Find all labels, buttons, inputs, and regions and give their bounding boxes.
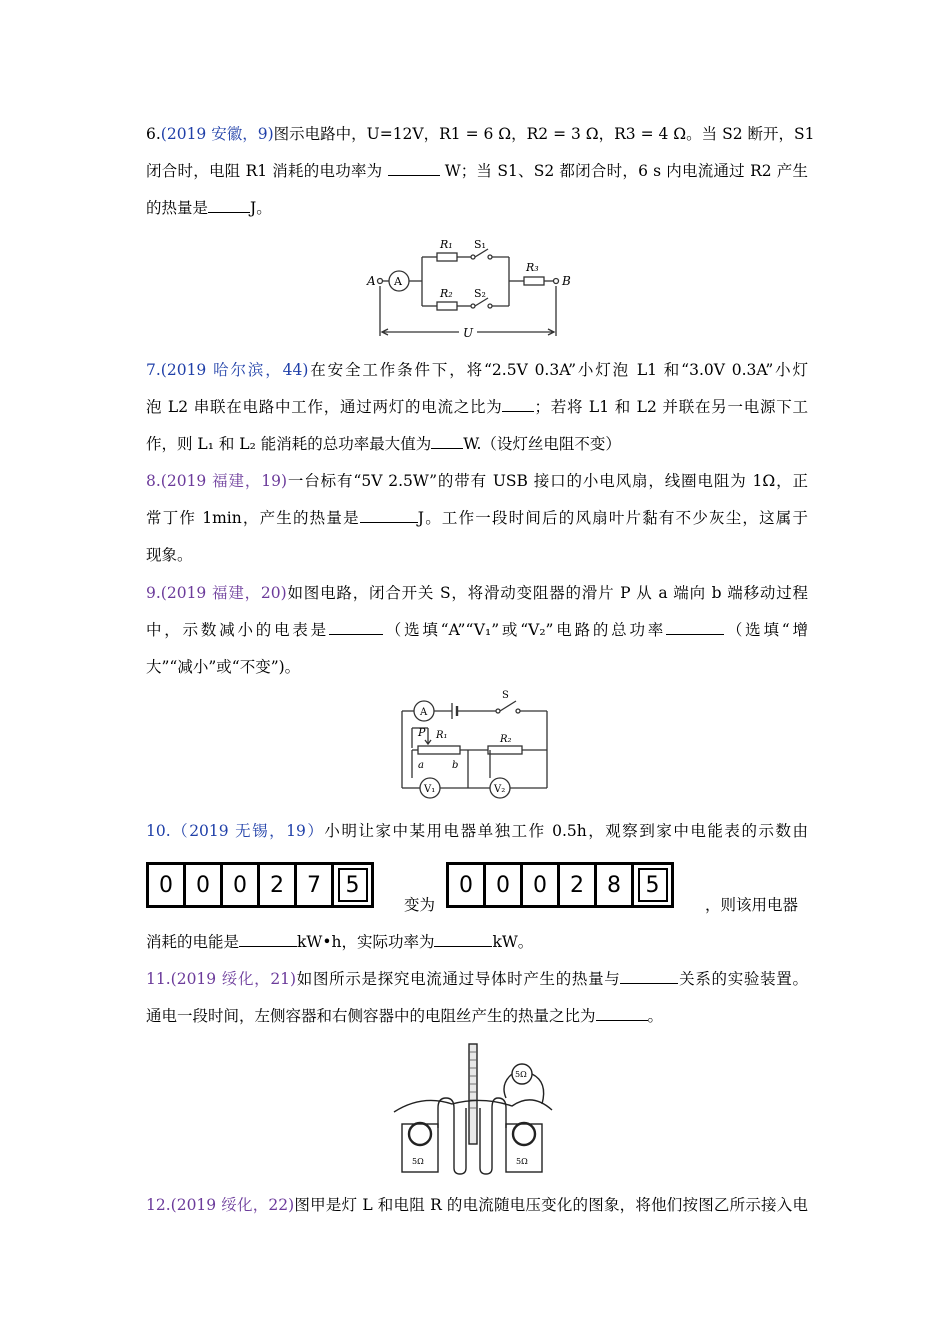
meter2-decimal-digit [634, 865, 671, 905]
q6-blank2[interactable] [208, 198, 250, 213]
q11-fig-left-resistor: 5Ω [412, 1157, 424, 1166]
q11-line2 [146, 998, 808, 1035]
q11-line1 [146, 961, 808, 998]
q9-text1: 如图电路，闭合开关 S，将滑动变阻器的滑片 P 从 a 端向 b 端移动过程 [286, 584, 808, 602]
q8-blank1[interactable] [360, 508, 418, 523]
q11-text1a: 如图所示是探究电流通过导体时产生的热量与 [296, 970, 621, 988]
q9-line2 [146, 612, 808, 649]
q8-text3: 现象。 [146, 546, 193, 564]
meter1-digit: 0 [149, 865, 186, 905]
meter2-digit: 0 [486, 865, 523, 905]
q10-line1 [146, 813, 808, 850]
q10-line3 [146, 924, 808, 961]
q8-line3 [146, 537, 808, 574]
q6-text3a: 的热量是 [146, 199, 209, 217]
q6-line1 [146, 116, 815, 153]
q7-number: 7. [146, 361, 161, 379]
q9-blank1[interactable] [329, 620, 383, 635]
q6-line3 [146, 190, 808, 227]
q9-text2b: （选填“A”“V₁”或“V₂”电路的总功率 [382, 621, 667, 639]
q9-line3 [146, 649, 808, 686]
q6-fig-label-s2: S₂ [474, 287, 486, 300]
q9-fig-label-r2: R₂ [500, 734, 512, 745]
q7-text2a: 泡 L2 串联在电路中工作，通过两灯的电流之比为 [146, 398, 503, 416]
meter1-digit: 7 [297, 865, 334, 905]
q10-meter-before [146, 862, 374, 908]
q9-line1 [146, 575, 808, 612]
q10-mid-text: 变为 [404, 896, 436, 914]
q9-text2a: 中，示数减小的电表是 [146, 621, 329, 639]
q10-blank1[interactable] [239, 932, 297, 947]
q9-fig-label-a: a [418, 760, 424, 771]
meter2-digit: 2 [560, 865, 597, 905]
q10-tail-text: ，则该用电器 [705, 896, 799, 914]
q10-blank2[interactable] [434, 932, 492, 947]
meter2-digit: 0 [449, 865, 486, 905]
q6-text2a: 闭合时，电阻 R1 消耗的电功率为 [146, 162, 383, 180]
q6-fig-label-a: A [367, 274, 376, 288]
q12-source: (2019 绥化，22) [170, 1196, 295, 1214]
q11-apparatus-figure [382, 1042, 562, 1176]
q9-text2c: （选填“增 [724, 621, 808, 639]
q6-fig-label-s1: S₁ [474, 238, 486, 251]
q6-line2 [146, 153, 808, 190]
q8-line1 [146, 463, 808, 500]
q10-text3b: kW•h，实际功率为 [297, 933, 435, 951]
meter1-digit: 2 [260, 865, 297, 905]
meter1-digit: 0 [186, 865, 223, 905]
q9-fig-voltmeter1: V₁ [424, 784, 436, 795]
q11-blank2[interactable] [596, 1006, 648, 1021]
q8-number: 8. [146, 472, 161, 490]
q11-fig-top-resistor: 5Ω [515, 1070, 527, 1079]
meter2-digit: 8 [597, 865, 634, 905]
q10-text3c: kW。 [492, 933, 534, 951]
q11-source: (2019 绥化，21) [170, 970, 297, 988]
q6-fig-label-u: U [463, 326, 474, 340]
q11-text2a: 通电一段时间，左侧容器和右侧容器中的电阻丝产生的热量之比为 [146, 1007, 596, 1025]
q6-fig-ammeter-label: A [394, 275, 402, 288]
q6-fig-label-r3: R₃ [526, 261, 539, 274]
q12-number: 12. [146, 1196, 171, 1214]
q9-number: 9. [146, 584, 161, 602]
q9-fig-voltmeter2: V₂ [494, 784, 506, 795]
q10-meter-after [446, 862, 674, 908]
q9-blank2[interactable] [666, 620, 724, 635]
q7-blank1[interactable] [502, 397, 534, 412]
meter2-decimal-value: 5 [638, 868, 668, 902]
q6-fig-label-b: B [562, 274, 571, 288]
q8-text2b: J。工作一段时间后的风扇叶片黏有不少灰尘，这属于 [417, 509, 808, 527]
q7-text1: 在安全工作条件下，将“2.5V 0.3A”小灯泡 L1 和“3.0V 0.3A”小灯 [308, 361, 808, 379]
q6-text2b: W；当 S1、S2 都闭合时，6 s 内电流通过 R2 产生 [444, 162, 808, 180]
q9-fig-ammeter: A [420, 707, 428, 718]
meter1-decimal-digit [334, 865, 371, 905]
q6-text1: 图示电路中，U=12V，R1 = 6 Ω，R2 = 3 Ω，R3 = 4 Ω。当 S2 断开，S1 [273, 125, 815, 143]
q9-circuit-figure [396, 688, 554, 806]
q7-line2 [146, 389, 808, 426]
q12-line1 [146, 1187, 808, 1224]
q8-line2 [146, 500, 808, 537]
q10-source: （2019 无锡，19） [170, 822, 325, 840]
q9-text3: 大”“减小”或“不变”)。 [146, 658, 301, 676]
q7-source: (2019 哈尔滨，44) [160, 361, 309, 379]
q9-fig-label-s: S [502, 690, 509, 701]
q6-circuit-figure [366, 234, 578, 342]
q7-text2b: ；若将 L1 和 L2 并联在另一电源下工 [534, 398, 808, 416]
q6-fig-label-r2: R₂ [440, 287, 453, 300]
q11-blank1[interactable] [620, 969, 678, 984]
q8-text2a: 常丁作 1min，产生的热量是 [146, 509, 360, 527]
q10-text3a: 消耗的电能是 [146, 933, 240, 951]
q8-source: (2019 福建，19) [160, 472, 288, 490]
q10-text1: 小明让家中某用电器单独工作 0.5h，观察到家中电能表的示数由 [324, 822, 809, 840]
q7-line3 [146, 426, 808, 463]
meter1-decimal-value: 5 [338, 868, 368, 902]
meter2-digit: 0 [523, 865, 560, 905]
q11-text2b: 。 [647, 1007, 664, 1025]
q11-text1b: 关系的实验装置。 [678, 970, 808, 988]
q6-text3b: J。 [250, 199, 272, 217]
q6-fig-label-r1: R₁ [440, 238, 453, 251]
q9-fig-label-r1: R₁ [436, 730, 448, 741]
q7-text3a: 作，则 L₁ 和 L₂ 能消耗的总功率最大值为 [146, 435, 432, 453]
q9-fig-label-b: b [452, 760, 459, 771]
q7-text3b: W.（设灯丝电阻不变） [463, 435, 621, 453]
q10-number: 10. [146, 822, 171, 840]
q9-source: (2019 福建，20) [160, 584, 287, 602]
q9-fig-label-p: P [418, 726, 426, 739]
q7-line1 [146, 352, 808, 389]
q6-source: (2019 安徽，9) [160, 125, 274, 143]
q6-number: 6. [146, 125, 161, 143]
q11-fig-right-resistor: 5Ω [516, 1157, 528, 1166]
q11-number: 11. [146, 970, 171, 988]
q12-text1: 图甲是灯 L 和电阻 R 的电流随电压变化的图象，将他们按图乙所示接入电 [294, 1196, 808, 1214]
q6-blank1[interactable] [388, 161, 440, 176]
q8-text1: 一台标有“5V 2.5W”的带有 USB 接口的小电风扇，线圈电阻为 1Ω，正 [287, 472, 808, 490]
meter1-digit: 0 [223, 865, 260, 905]
q7-blank2[interactable] [431, 434, 463, 449]
